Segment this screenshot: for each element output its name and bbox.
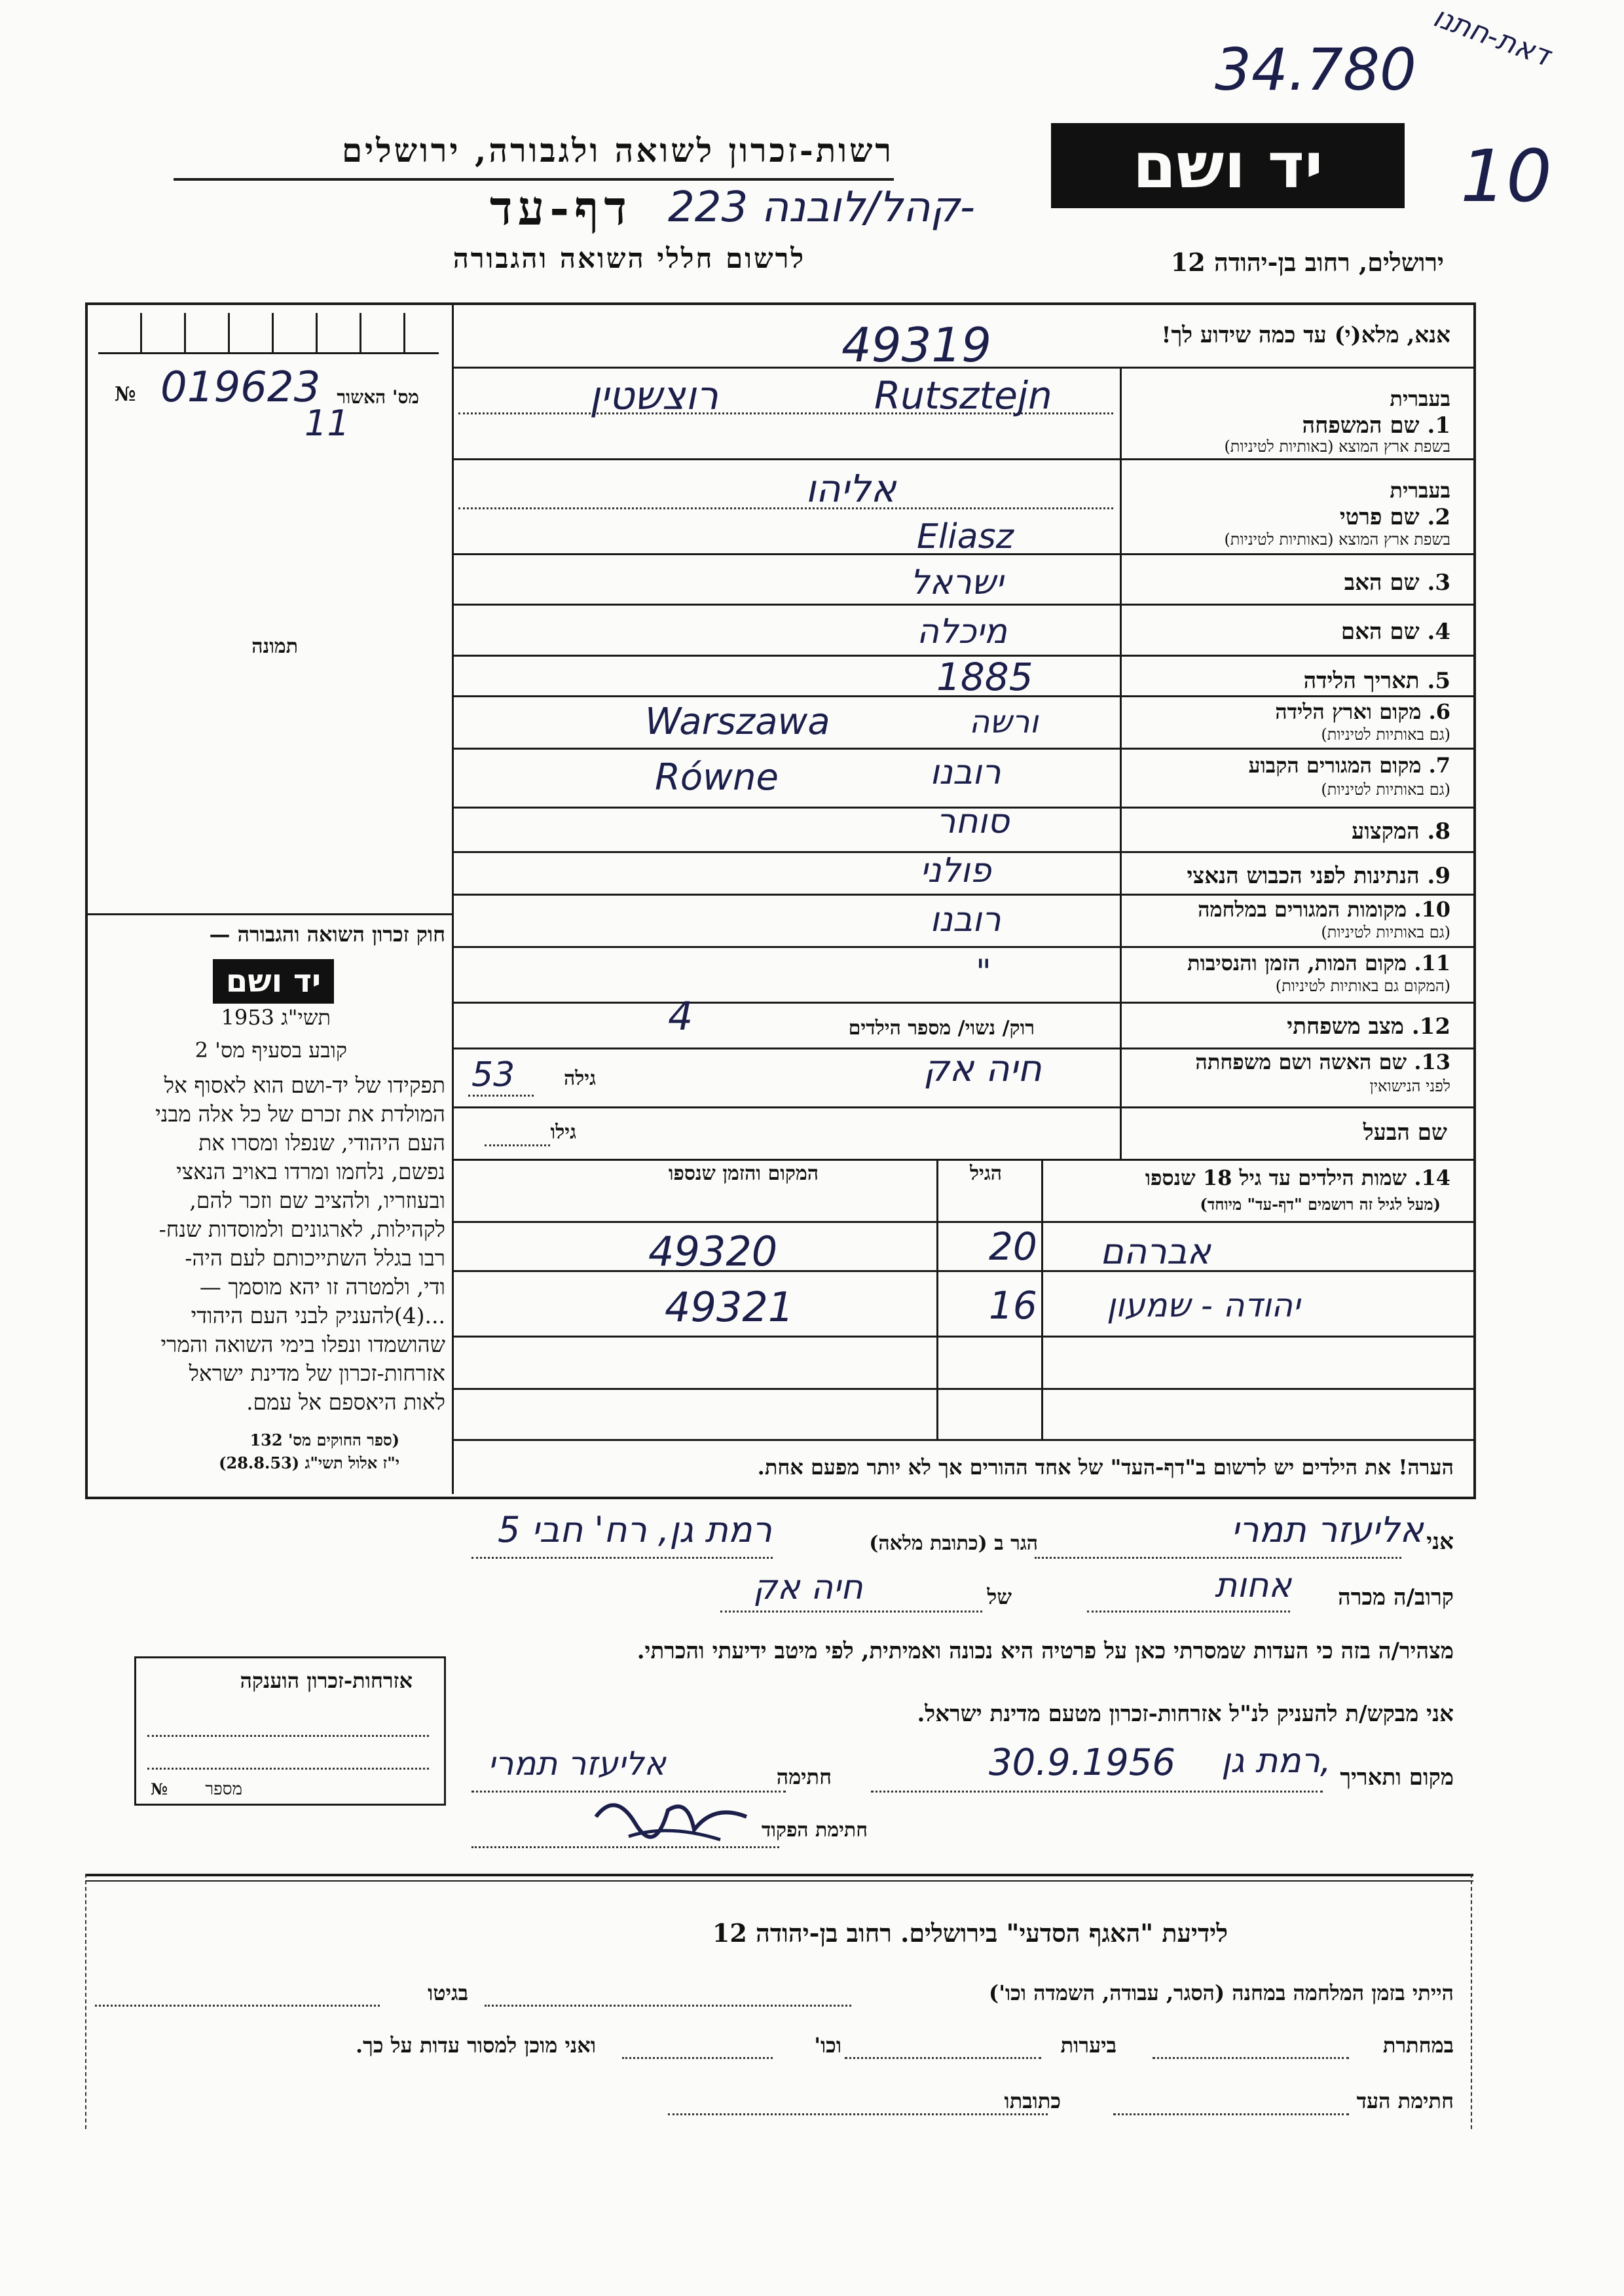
field-12-num: 12. — [1411, 1013, 1450, 1040]
field-4-label — [1341, 619, 1450, 645]
field-5-label — [1304, 668, 1450, 694]
child-1-ref: 49320 — [648, 1228, 778, 1275]
field-2-label — [1340, 504, 1450, 530]
decl-signature-label: חתימה — [776, 1764, 832, 1789]
field-13-text: שם האשה ושם משפחתה — [1195, 1049, 1407, 1074]
field-6-num: 6. — [1428, 699, 1450, 724]
serial-value-extra: 11 — [304, 403, 350, 444]
field-1-tag: בעברית — [1390, 386, 1450, 411]
children-row-line — [452, 1270, 1473, 1272]
children-note: הערה! את הילדים יש לרשום ב"דף-העד" של אחד ההורים אך לא יותר מפעם אחת. — [757, 1455, 1454, 1480]
children-sub: (מעל לגיל זה רושמים "דף-עד" מיוחד) — [1200, 1195, 1441, 1214]
footer-forests: ביערות — [1060, 2033, 1116, 2058]
child-2-age: 16 — [989, 1283, 1037, 1328]
field-10-value: רובנו — [930, 900, 1001, 939]
org-address: ירושלים, רחוב בן-יהודה 12 — [1170, 247, 1444, 277]
field-7-hebrew: רובנו — [930, 753, 1001, 792]
children-divider-2 — [1041, 1159, 1043, 1440]
field-2-text: שם פרטי — [1339, 504, 1420, 530]
footer-top-border — [85, 1874, 1473, 1876]
field-13-age-label: גילה — [563, 1067, 596, 1090]
decl-of-line — [720, 1611, 982, 1613]
footer-ready: ואני מוכן למסור עדות על כך. — [355, 2033, 596, 2058]
children-place-header: המקום והזמן שנספו — [668, 1162, 819, 1185]
law-line-7: ודי, ולמטרה זו יהא מוסמך — — [199, 1274, 445, 1300]
footer-title: לידיעת "האגף הסדעי" בירושלים. רחוב בן-יהודה 12 — [712, 1918, 1228, 1948]
husband-age-line — [485, 1144, 550, 1146]
serial-value: 019623 — [160, 363, 321, 412]
decl-place: רמת גן, — [1221, 1741, 1331, 1781]
field-4-num: 4. — [1427, 619, 1450, 645]
row-divider — [452, 1002, 1473, 1004]
decl-signature: אליעזר תמרי — [488, 1745, 666, 1783]
footer-top-border-2 — [85, 1880, 1473, 1882]
left-column-divider — [452, 302, 454, 1494]
law-ref-2: י"ז אלול תשי"ג (28.8.53) — [219, 1453, 399, 1472]
footer-underground: במחתרת — [1382, 2033, 1454, 2058]
community-note: קהל/לובנה 223- — [668, 183, 975, 232]
child-2-ref: 49321 — [665, 1283, 794, 1331]
field-5-value: 1885 — [936, 655, 1033, 699]
law-line-11: לאות היאספם אל עמם. — [246, 1389, 445, 1415]
law-line-4: ובעוזריו, ולהציב שם וזכר להם, — [189, 1188, 445, 1213]
footer-left-border — [85, 1874, 88, 2129]
law-line-1: המולדת את זכרם של כל אלה מבני — [155, 1101, 445, 1127]
field-6-sub: (גם באותיות לטיניות) — [1321, 725, 1450, 744]
field-7-num: 7. — [1428, 753, 1450, 778]
row-divider — [452, 748, 1473, 750]
sub-row-divider — [458, 507, 1113, 509]
decl-of-name: חיה אק — [753, 1568, 863, 1607]
record-number: 49319 — [841, 318, 992, 373]
law-line-10: אזרחות-זכרון של מדינת ישראל — [189, 1360, 445, 1386]
field-1-latin: Rutsztejn — [874, 373, 1052, 418]
decl-address-line — [471, 1557, 773, 1559]
footer-ghetto-blank — [95, 2005, 380, 2007]
field-6-latin: Warszawa — [645, 701, 830, 743]
law-line-3: נפשם, נלחמו ומרדו באויב הנאצי — [176, 1159, 445, 1184]
field-1-num: 1. — [1427, 412, 1450, 439]
child-1-name: אברהם — [1100, 1231, 1211, 1272]
children-title — [1145, 1165, 1450, 1190]
field-7-sub: (גם באותיות לטיניות) — [1321, 780, 1450, 799]
field-11-sub: (המקום גם באותיות לטיניות) — [1275, 977, 1450, 995]
field-9-text: הנתינות לפני הכבוש הנאצי — [1187, 863, 1420, 889]
field-2-sub: בשפת ארץ המוצא (באותיות לטיניות) — [1224, 530, 1450, 549]
children-row-line — [452, 1336, 1473, 1338]
decl-name: אליעזר תמרי — [1231, 1509, 1424, 1550]
field-12-children: 4 — [668, 994, 693, 1040]
field-3-num: 3. — [1427, 570, 1450, 596]
decl-address: רמת גן, רח' חבי 5 — [498, 1509, 772, 1550]
footer-address-blank — [668, 2113, 1048, 2115]
children-table-bottom — [452, 1439, 1473, 1441]
citizenship-number-label: מספר — [205, 1779, 242, 1799]
field-1-label — [1302, 412, 1450, 439]
field-13-value: חיה אק — [923, 1048, 1042, 1090]
field-12-label — [1287, 1013, 1450, 1040]
field-10-label — [1198, 897, 1450, 922]
field-10-text: מקומות המגורים במלחמה — [1198, 897, 1407, 922]
field-10-sub: (גם באותיות לטיניות) — [1321, 923, 1450, 941]
yad-vashem-logo: יד ושם — [1051, 123, 1405, 208]
serial-label: מס' האשור — [337, 386, 419, 408]
age-line — [468, 1095, 534, 1097]
field-10-num: 10. — [1414, 897, 1450, 922]
children-divider-1 — [936, 1159, 938, 1440]
citizenship-line — [147, 1768, 429, 1770]
decl-date: 30.9.1956 — [989, 1741, 1176, 1784]
field-6-label — [1275, 699, 1450, 724]
law-logo: יד ושם — [213, 959, 334, 1004]
children-header-line — [452, 1221, 1473, 1223]
field-1-hebrew: רוצשטין — [589, 373, 718, 419]
photo-box-bottom — [85, 913, 452, 915]
citizenship-line — [147, 1735, 429, 1737]
field-12-text: מצב משפחתי — [1287, 1013, 1404, 1040]
law-line-5: לקהילות, לארגונים ולמוסדות שנח- — [158, 1216, 445, 1242]
footer-line1: הייתי בזמן המלחמה במחנה (הסגר, עבודה, השמדה וכו') — [989, 1980, 1454, 2005]
field-7-label — [1248, 753, 1450, 778]
field-4-value: מיכלה — [917, 612, 1007, 651]
row-divider — [452, 894, 1473, 896]
law-year: תשי"ג 1953 — [221, 1005, 331, 1030]
footer-witness-sig: חתימת העד — [1356, 2088, 1454, 2113]
law-line-9: שהושמדו ונפלו בימי השואה והמרי — [160, 1332, 445, 1357]
field-11-text: מקום המות, הזמן והנסיבות — [1187, 951, 1407, 975]
decl-relative: קרוב/ה מכרה — [1338, 1584, 1454, 1611]
field-3-label — [1344, 570, 1450, 596]
field-8-text: המקצוע — [1351, 818, 1420, 845]
field-13-age: 53 — [471, 1055, 515, 1095]
field-6-text: מקום וארץ הלידה — [1275, 699, 1422, 724]
decl-request: אני מבקש/ת להעניק לנ"ל אזרחות-זכרון מטעם מדינת ישראל. — [917, 1701, 1454, 1727]
row-divider — [452, 604, 1473, 606]
archive-note: דאת-חתנו — [1428, 0, 1555, 73]
row-divider — [452, 458, 1473, 460]
decl-date-line — [871, 1791, 1323, 1793]
decl-of: של — [987, 1584, 1012, 1609]
citizenship-title: אזרחות-זכרון הוענקה — [240, 1668, 413, 1693]
form-subtitle: לרשום חללי השואה והגבורה — [452, 242, 805, 274]
footer-line1-end: בגיטו — [428, 1980, 468, 2005]
decl-official-label: חתימת הפקוד — [761, 1819, 868, 1842]
footer-underground-blank — [1153, 2057, 1349, 2059]
field-11-value: " — [976, 953, 991, 992]
field-2-num: 2. — [1427, 504, 1450, 530]
law-line-0: תפקידו של יד-ושם הוא לאסוף אל — [164, 1072, 445, 1098]
field-11-label — [1187, 951, 1450, 975]
field-8-num: 8. — [1427, 818, 1450, 845]
field-9-value: פולני — [920, 851, 991, 890]
law-ref-1: (ספר החוקים מס' 132 — [249, 1430, 399, 1449]
footer-etc: וכו' — [814, 2033, 841, 2058]
row-divider — [452, 1106, 1473, 1108]
decl-relation: אחות — [1215, 1566, 1292, 1605]
photo-label: תמונה — [251, 635, 298, 658]
archive-number: 34.780 — [1215, 36, 1416, 103]
citizenship-no-sign: № — [151, 1779, 168, 1798]
law-line-8: ...(4)להעניק לבני העם היהודי — [191, 1303, 445, 1328]
footer-line1-blank — [485, 2005, 851, 2007]
field-13-label — [1195, 1049, 1450, 1074]
law-title: חוק זכרון השואה והגבורה — — [209, 922, 445, 947]
serial-no-sign: № — [115, 383, 136, 406]
official-signature-scribble — [589, 1777, 760, 1850]
intro-text: אנא, מלא(י) עד כמה שידוע לך! — [1161, 322, 1450, 348]
law-line-2: העם היהודי, שנפלו ומסרו את — [198, 1130, 445, 1156]
children-title-text: שמות הילדים עד גיל 18 שנספו — [1145, 1165, 1407, 1190]
footer-right-border — [1471, 1874, 1474, 2129]
field-3-value: ישראל — [910, 563, 1004, 602]
field-7-text: מקום המגורים הקבוע — [1248, 753, 1422, 778]
field-2-latin: Eliasz — [917, 517, 1014, 556]
field-5-text: תאריך הלידה — [1303, 668, 1420, 694]
archive-mark: 10 — [1460, 134, 1552, 218]
footer-address: כתובתו — [1004, 2088, 1061, 2113]
tick-boxes — [98, 313, 439, 354]
decl-lives-at: הגר ב (כתובת מלאה) — [869, 1532, 1038, 1555]
field-11-num: 11. — [1414, 951, 1450, 975]
field-9-num: 9. — [1427, 863, 1450, 889]
field-2-tag: בעברית — [1390, 478, 1450, 503]
official-line — [471, 1846, 779, 1848]
decl-statement: מצהיר/ה בזה כי העדות שמסרתי כאן על פרטיה היא נכונה ואמיתית, לפי מיטב ידיעתי והכרתי. — [637, 1638, 1454, 1664]
footer-forests-blank — [845, 2057, 1041, 2059]
decl-relation-line — [1087, 1611, 1290, 1613]
row-divider — [452, 946, 1473, 948]
field-13-sub: לפני הנישואין — [1369, 1077, 1450, 1095]
field-7-latin: Równe — [655, 756, 779, 799]
law-section: קובע בסעיף מס' 2 — [194, 1038, 347, 1063]
children-row-line — [452, 1388, 1473, 1390]
field-13-num: 13. — [1414, 1049, 1450, 1074]
row-divider — [452, 1159, 1473, 1161]
label-column-divider — [1120, 367, 1122, 1159]
footer-etc-blank — [622, 2057, 773, 2059]
law-line-6: רבו בגלל השתייכותם לעם היה- — [185, 1245, 445, 1271]
org-name: רשות-זכרון לשואה ולגבורה, ירושלים — [341, 131, 894, 170]
husband-age-label: גילו — [550, 1121, 576, 1144]
field-1-sub: בשפת ארץ המוצא (באותיות לטיניות) — [1224, 437, 1450, 456]
children-age-header: הגיל — [969, 1162, 1002, 1185]
decl-ani: אני — [1426, 1529, 1454, 1555]
field-6-hebrew: ורשה — [969, 704, 1039, 740]
decl-place-date-label: מקום ותאריך — [1340, 1764, 1454, 1791]
child-1-age: 20 — [989, 1224, 1037, 1269]
field-1-text: שם המשפחה — [1302, 412, 1420, 439]
field-9-label — [1187, 863, 1451, 889]
field-8-label — [1352, 818, 1450, 845]
decl-name-line — [1035, 1557, 1401, 1559]
child-2-name: יהודה - שמעון — [1107, 1286, 1301, 1324]
field-2-hebrew: אליהו — [805, 466, 896, 511]
form-title: דף-עד — [489, 180, 632, 236]
field-12-status: רוק/ נשוי/ מספר הילדים — [848, 1017, 1035, 1040]
children-title-num: 14. — [1414, 1165, 1450, 1190]
field-8-value: סוחר — [936, 802, 1010, 841]
husband-label: שם הבעל — [1363, 1120, 1447, 1146]
field-4-text: שם האם — [1340, 619, 1420, 645]
field-5-num: 5. — [1427, 668, 1450, 694]
field-3-text: שם האב — [1344, 570, 1420, 596]
footer-witness-blank — [1113, 2113, 1349, 2115]
